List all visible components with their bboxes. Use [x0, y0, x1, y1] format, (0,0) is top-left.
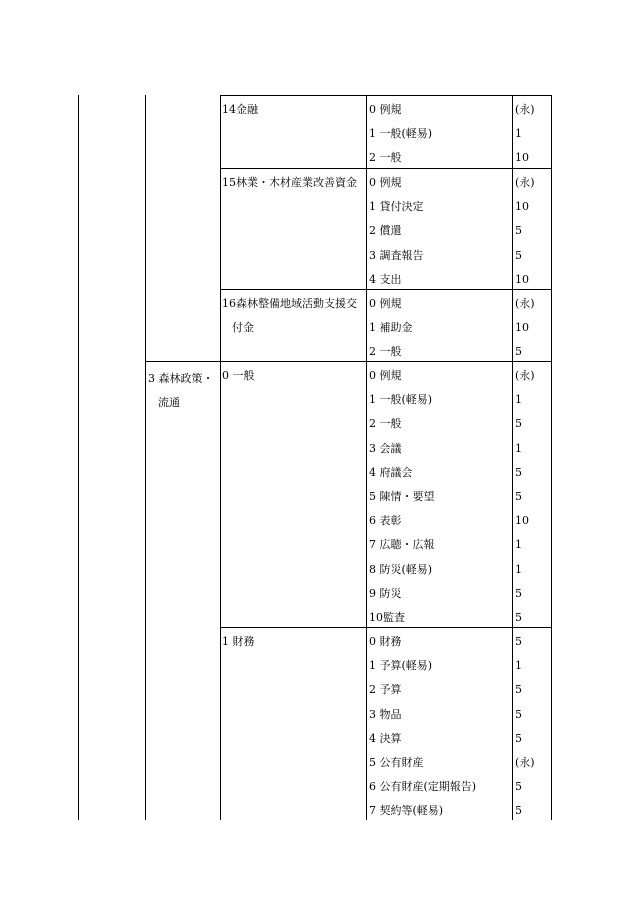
retention-period: 1 [515, 659, 522, 672]
retention-period: 5 [515, 780, 522, 793]
table-row-label: 3 物品 [369, 708, 402, 721]
table-row-divider [220, 168, 551, 169]
table-row-label: 2 償還 [369, 224, 402, 237]
retention-period: 1 [515, 442, 522, 455]
table-row-label: 4 支出 [369, 273, 402, 286]
table-row-label: 5 公有財産 [369, 756, 424, 769]
retention-period: 1 [515, 538, 522, 551]
table-column-divider [220, 95, 221, 820]
table-column-divider [145, 95, 146, 820]
table-row-label: 1 貸付決定 [369, 200, 424, 213]
retention-period: (永) [515, 103, 535, 116]
table-border-right [551, 95, 552, 820]
retention-period: 1 [515, 393, 522, 406]
retention-period: 5 [515, 635, 522, 648]
retention-period: 5 [515, 804, 522, 817]
retention-period: 5 [515, 249, 522, 262]
retention-period: 5 [515, 466, 522, 479]
retention-period: 10 [515, 273, 529, 286]
retention-period: 5 [515, 490, 522, 503]
category-heading: 15林業・木材産業改善資金 [222, 176, 357, 189]
retention-period: 1 [515, 563, 522, 576]
retention-period: 10 [515, 151, 529, 164]
category-heading: 14金融 [222, 103, 258, 116]
section-heading-line: 流通 [158, 396, 180, 409]
table-row-label: 0 財務 [369, 635, 402, 648]
table-row-label: 6 表彰 [369, 514, 402, 527]
retention-period: 5 [515, 224, 522, 237]
retention-period: (永) [515, 756, 535, 769]
retention-period: 5 [515, 708, 522, 721]
table-border-left [78, 95, 79, 820]
table-row-label: 7 広聴・広報 [369, 538, 435, 551]
table-row-label: 4 府議会 [369, 466, 413, 479]
retention-period: 10 [515, 200, 529, 213]
table-row-label: 3 調査報告 [369, 249, 424, 262]
table-row-label: 3 会議 [369, 442, 402, 455]
table-row-divider [220, 95, 551, 96]
table-row-label: 6 公有財産(定期報告) [369, 780, 477, 793]
retention-period: (永) [515, 176, 535, 189]
table-row-label: 4 決算 [369, 732, 402, 745]
retention-period: 10 [515, 514, 529, 527]
table-row-label: 2 一般 [369, 345, 402, 358]
retention-period: 5 [515, 345, 522, 358]
retention-period: 5 [515, 587, 522, 600]
table-row-label: 1 予算(軽易) [369, 659, 433, 672]
table-row-label: 2 一般 [369, 151, 402, 164]
table-row-label: 2 一般 [369, 417, 402, 430]
table-row-label: 1 補助金 [369, 321, 413, 334]
table-row-label: 1 一般(軽易) [369, 127, 433, 140]
category-heading: 付金 [232, 321, 254, 334]
retention-period: (永) [515, 297, 535, 310]
category-heading: 0 一般 [222, 369, 255, 382]
retention-period: 5 [515, 611, 522, 624]
category-heading: 1 財務 [222, 635, 255, 648]
table-row-label: 0 例規 [369, 297, 402, 310]
retention-period: 5 [515, 683, 522, 696]
retention-period: 5 [515, 417, 522, 430]
retention-period: (永) [515, 369, 535, 382]
table-row-label: 8 防災(軽易) [369, 563, 433, 576]
table-row-label: 0 例規 [369, 176, 402, 189]
table-row-label: 7 契約等(軽易) [369, 804, 444, 817]
retention-period: 5 [515, 732, 522, 745]
retention-period: 1 [515, 127, 522, 140]
table-row-label: 0 例規 [369, 369, 402, 382]
retention-period: 10 [515, 321, 529, 334]
table-row-label: 9 防災 [369, 587, 402, 600]
table-row-label: 2 予算 [369, 683, 402, 696]
category-heading: 16森林整備地域活動支援交 [222, 297, 357, 310]
section-heading-line: 3 森林政策・ [148, 372, 214, 385]
table-row-label: 1 一般(軽易) [369, 393, 433, 406]
table-row-label: 0 例規 [369, 103, 402, 116]
table-row-label: 10監査 [369, 611, 405, 624]
table-row-label: 5 陳情・要望 [369, 490, 435, 503]
